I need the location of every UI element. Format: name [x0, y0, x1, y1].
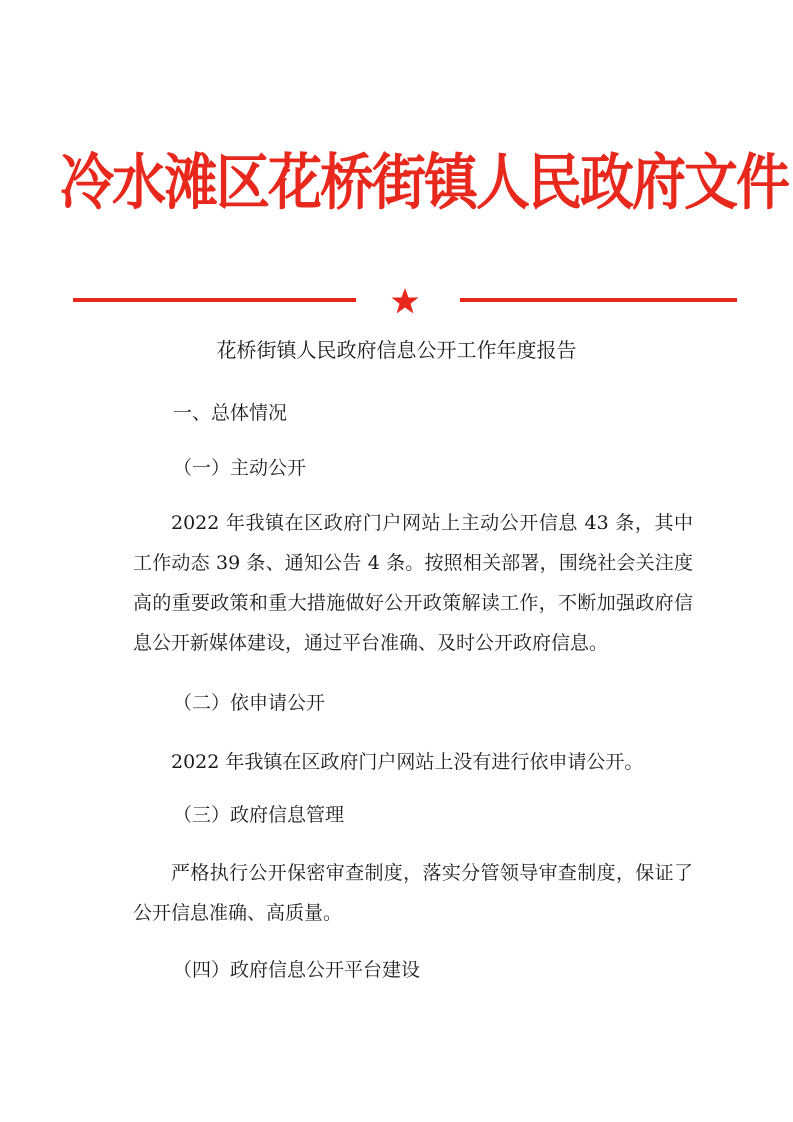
- star-icon: [390, 287, 420, 315]
- paragraph-info-management: 严格执行公开保密审查制度，落实分管领导审查制度，保证了公开信息准确、高质量。: [133, 862, 693, 924]
- subsection-heading-platform: （四）政府信息公开平台建设: [173, 959, 421, 981]
- section-heading-overview: 一、总体情况: [173, 402, 288, 424]
- header-separator: [73, 287, 737, 315]
- subsection-heading-proactive: （一）主动公开: [173, 457, 307, 479]
- paragraph-on-request: 2022 年我镇在区政府门户网站上没有进行依申请公开。: [171, 751, 644, 773]
- report-title: 花桥街镇人民政府信息公开工作年度报告: [216, 338, 577, 362]
- separator-line-left: [73, 298, 356, 302]
- paragraph-proactive-disclosure: 2022 年我镇在区政府门户网站上主动公开信息 43 条，其中工作动态 39 条、通知公告 4 条。按照相关部署，围绕社会关注度高的重要政策和重大措施做好公开政策解读工作，不断加强政府信息公开新媒体建设，通过平台准确、及时公开政府信息。: [133, 512, 693, 654]
- document-red-header: 冷水滩区花桥街镇人民政府文件: [60, 147, 788, 218]
- separator-line-right: [460, 298, 737, 302]
- subsection-heading-info-management: （三）政府信息管理: [173, 804, 345, 826]
- subsection-heading-on-request: （二）依申请公开: [173, 692, 326, 714]
- star-shape: [392, 288, 419, 314]
